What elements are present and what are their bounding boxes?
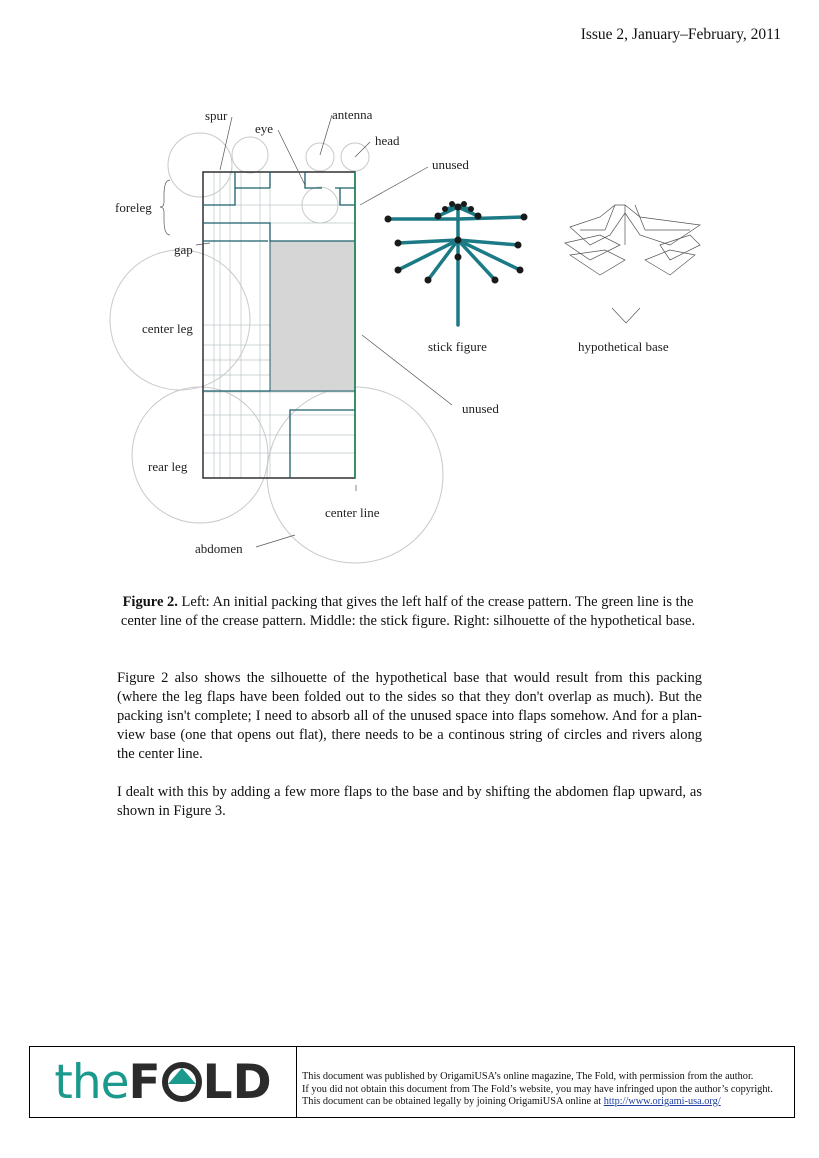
origami-usa-link[interactable]: http://www.origami-usa.org/ (603, 1096, 721, 1107)
label-gap: gap (174, 242, 193, 257)
label-foreleg: foreleg (115, 200, 152, 215)
logo-the-text: the (54, 1054, 129, 1110)
logo-ld: LD (202, 1054, 272, 1110)
copyright-notice (297, 1047, 773, 1117)
figure-2 (100, 95, 720, 565)
label-hypothetical-base: hypothetical base (578, 339, 669, 354)
notice-line-1: This document was published by OrigamiUSA’s online magazine, The Fold, with permission from the author. (302, 1071, 754, 1082)
caption-text: Left: An initial packing that gives the left half of the crease pattern. The green line is the center line of the crease pattern. Middle: the stick figure. Right: silhouette of the hypothetical base. (120, 594, 696, 629)
label-abdomen: abdomen (195, 541, 243, 556)
label-eye: eye (255, 121, 274, 136)
notice-line-3-prefix: This document can be obtained legally by joining OrigamiUSA online at (302, 1096, 604, 1107)
label-antenna: antenna (332, 107, 373, 122)
figure-2-diagram (100, 95, 720, 565)
caption-label: Figure 2. (122, 594, 178, 610)
footer-box (29, 1046, 795, 1118)
label-rear-leg: rear leg (148, 459, 188, 474)
notice-line-2: If you did not obtain this document from The Fold’s website, you may have infringed upon the author’s copyright. (302, 1083, 773, 1095)
paragraph-1: Figure 2 also shows the silhouette of the hypothetical base that would result from this packing (where the leg flaps have been folded out to the sides so that they don't overlap as much). But the packing isn't complete; I need to absorb all of the unused space into flaps somehow. And for a plan-view base (one that opens out flat), there needs to be a continous string of circles and rivers along the center line. (117, 670, 702, 762)
paragraph-2: I dealt with this by adding a few more flaps to the base and by shifting the abdomen flap upward, as shown in Figure 3. (117, 784, 702, 819)
label-stick-figure: stick figure (428, 339, 487, 354)
stick-figure (388, 204, 524, 325)
label-spur: spur (205, 108, 228, 123)
logo-f: F (128, 1054, 161, 1110)
notice-line-3 (302, 1096, 773, 1109)
figure-caption (112, 593, 704, 630)
issue-header: Issue 2, January–February, 2011 (580, 26, 781, 43)
label-unused-mid: unused (462, 401, 499, 416)
unused-region (270, 241, 355, 391)
label-center-line: center line (325, 505, 380, 520)
label-center-leg: center leg (142, 321, 193, 336)
logo-fold-text (129, 1055, 272, 1110)
label-unused-top: unused (432, 157, 469, 172)
the-fold-logo (30, 1047, 297, 1117)
logo-o-icon (162, 1060, 202, 1104)
label-head: head (375, 133, 400, 148)
hypothetical-base (565, 205, 700, 323)
